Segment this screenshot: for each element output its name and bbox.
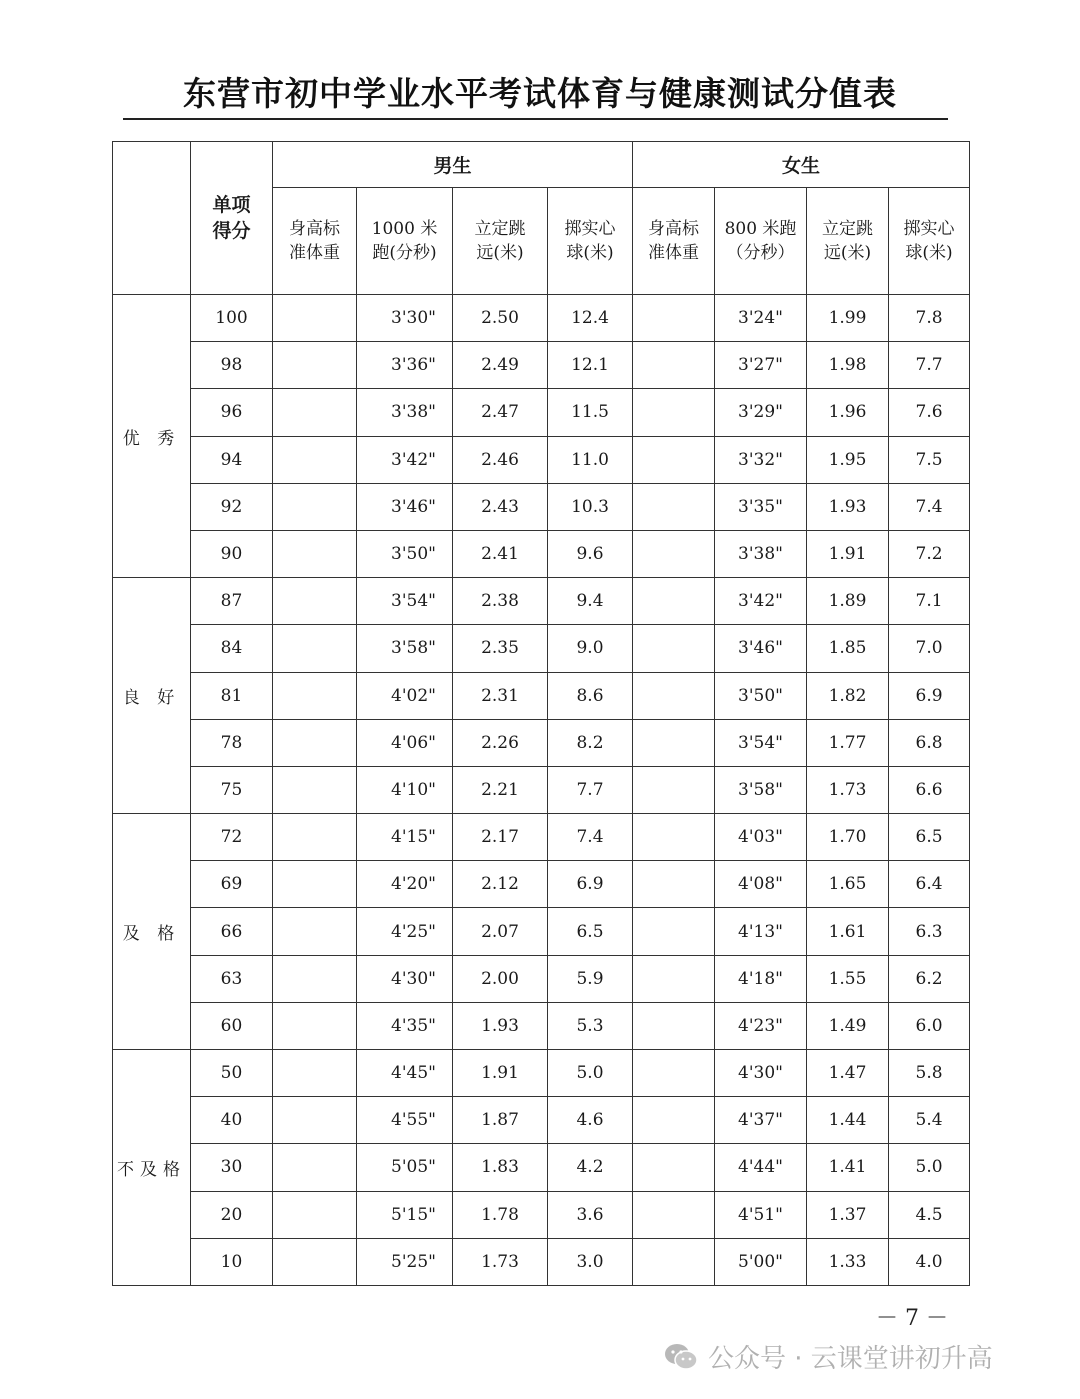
score-cell: 60: [191, 1002, 273, 1049]
male-value-cell: 4.6: [548, 1097, 633, 1144]
female-value-cell: 3'50": [715, 672, 807, 719]
score-cell: 98: [191, 342, 273, 389]
grade-cell: 良 好: [113, 578, 191, 814]
female-value-cell: 1.70: [807, 814, 889, 861]
female-value-cell: 5.8: [889, 1050, 970, 1097]
female-item-header: 800 米跑（分秒）: [715, 188, 807, 295]
male-value-cell: 6.5: [548, 908, 633, 955]
score-cell: 78: [191, 719, 273, 766]
table-row: [113, 1002, 970, 1049]
female-value-cell: 6.9: [889, 672, 970, 719]
female-value-cell: 1.85: [807, 625, 889, 672]
male-value-cell: [273, 1238, 357, 1285]
male-value-cell: 7.7: [548, 766, 633, 813]
male-value-cell: 1.93: [453, 1002, 548, 1049]
male-value-cell: 2.12: [453, 861, 548, 908]
male-value-cell: 3'46": [357, 483, 453, 530]
male-value-cell: 1.83: [453, 1144, 548, 1191]
female-value-cell: 1.91: [807, 530, 889, 577]
male-value-cell: 9.6: [548, 530, 633, 577]
male-value-cell: [273, 719, 357, 766]
male-value-cell: 2.07: [453, 908, 548, 955]
male-value-cell: 10.3: [548, 483, 633, 530]
female-value-cell: 6.6: [889, 766, 970, 813]
female-value-cell: 1.61: [807, 908, 889, 955]
male-value-cell: 8.6: [548, 672, 633, 719]
male-value-cell: 2.35: [453, 625, 548, 672]
male-item-header: 掷实心球(米): [548, 188, 633, 295]
male-value-cell: 11.0: [548, 436, 633, 483]
score-cell: 87: [191, 578, 273, 625]
male-value-cell: [273, 814, 357, 861]
female-value-cell: 4'23": [715, 1002, 807, 1049]
page-title: 东营市初中学业水平考试体育与健康测试分值表: [183, 74, 897, 113]
male-value-cell: 4'30": [357, 955, 453, 1002]
male-value-cell: [273, 1050, 357, 1097]
male-value-cell: 3'50": [357, 530, 453, 577]
male-value-cell: 4'25": [357, 908, 453, 955]
male-value-cell: 5.9: [548, 955, 633, 1002]
male-value-cell: 3'54": [357, 578, 453, 625]
male-value-cell: [273, 295, 357, 342]
female-value-cell: 3'46": [715, 625, 807, 672]
score-cell: 66: [191, 908, 273, 955]
male-value-cell: 12.1: [548, 342, 633, 389]
score-cell: 96: [191, 389, 273, 436]
male-value-cell: 2.17: [453, 814, 548, 861]
female-value-cell: 6.2: [889, 955, 970, 1002]
female-value-cell: 4'13": [715, 908, 807, 955]
score-header-label: 单项得分: [212, 194, 251, 242]
score-cell: 94: [191, 436, 273, 483]
title-underline: [123, 118, 948, 120]
female-value-cell: [633, 1144, 715, 1191]
female-value-cell: [633, 295, 715, 342]
female-value-cell: 7.5: [889, 436, 970, 483]
male-value-cell: [273, 625, 357, 672]
female-value-cell: [633, 483, 715, 530]
male-value-cell: [273, 861, 357, 908]
male-value-cell: 7.4: [548, 814, 633, 861]
female-value-cell: 3'27": [715, 342, 807, 389]
female-value-cell: [633, 530, 715, 577]
table-row: [113, 578, 970, 625]
page-number: － 7 －: [876, 1306, 948, 1331]
male-value-cell: [273, 908, 357, 955]
score-table: [112, 141, 970, 1286]
male-item-header: 立定跳远(米): [453, 188, 548, 295]
male-value-cell: 1.87: [453, 1097, 548, 1144]
female-value-cell: 6.4: [889, 861, 970, 908]
table-row: [113, 1050, 970, 1097]
male-header: 男生: [273, 142, 633, 188]
table-row: [113, 719, 970, 766]
male-value-cell: 11.5: [548, 389, 633, 436]
male-value-cell: 2.50: [453, 295, 548, 342]
male-value-cell: 5'05": [357, 1144, 453, 1191]
score-cell: 75: [191, 766, 273, 813]
male-value-cell: 2.00: [453, 955, 548, 1002]
table-row: [113, 389, 970, 436]
score-cell: 63: [191, 955, 273, 1002]
male-value-cell: 3'42": [357, 436, 453, 483]
male-value-cell: 3'38": [357, 389, 453, 436]
female-value-cell: 7.8: [889, 295, 970, 342]
female-value-cell: 4'18": [715, 955, 807, 1002]
male-value-cell: 2.49: [453, 342, 548, 389]
female-value-cell: 1.49: [807, 1002, 889, 1049]
male-item-header: 身高标准体重: [273, 188, 357, 295]
table-row: [113, 955, 970, 1002]
male-value-cell: 1.73: [453, 1238, 548, 1285]
table-row: [113, 1097, 970, 1144]
female-value-cell: 7.2: [889, 530, 970, 577]
male-value-cell: 3.6: [548, 1191, 633, 1238]
male-value-cell: 2.26: [453, 719, 548, 766]
female-value-cell: 5'00": [715, 1238, 807, 1285]
score-cell: 84: [191, 625, 273, 672]
male-value-cell: 3'36": [357, 342, 453, 389]
table-row: [113, 766, 970, 813]
score-cell: 92: [191, 483, 273, 530]
male-value-cell: [273, 578, 357, 625]
female-value-cell: 3'32": [715, 436, 807, 483]
female-value-cell: 1.93: [807, 483, 889, 530]
female-value-cell: [633, 342, 715, 389]
female-value-cell: [633, 1050, 715, 1097]
female-value-cell: [633, 436, 715, 483]
female-value-cell: [633, 1238, 715, 1285]
female-value-cell: 3'42": [715, 578, 807, 625]
score-cell: 100: [191, 295, 273, 342]
male-value-cell: 2.41: [453, 530, 548, 577]
female-value-cell: 3'58": [715, 766, 807, 813]
score-cell: 50: [191, 1050, 273, 1097]
female-value-cell: 4'30": [715, 1050, 807, 1097]
score-cell: 69: [191, 861, 273, 908]
male-value-cell: [273, 436, 357, 483]
score-cell: 20: [191, 1191, 273, 1238]
female-value-cell: 1.33: [807, 1238, 889, 1285]
table-row: [113, 1191, 970, 1238]
male-value-cell: 9.0: [548, 625, 633, 672]
female-value-cell: 6.3: [889, 908, 970, 955]
table-row: [113, 342, 970, 389]
table-row: [113, 908, 970, 955]
female-value-cell: 4'44": [715, 1144, 807, 1191]
table-row: [113, 436, 970, 483]
female-value-cell: 1.65: [807, 861, 889, 908]
female-value-cell: [633, 672, 715, 719]
female-value-cell: 1.89: [807, 578, 889, 625]
female-value-cell: 1.37: [807, 1191, 889, 1238]
score-cell: 40: [191, 1097, 273, 1144]
female-value-cell: 7.6: [889, 389, 970, 436]
female-value-cell: 4'37": [715, 1097, 807, 1144]
male-value-cell: [273, 389, 357, 436]
male-value-cell: 3'30": [357, 295, 453, 342]
female-value-cell: 3'38": [715, 530, 807, 577]
female-value-cell: [633, 719, 715, 766]
female-value-cell: 4.5: [889, 1191, 970, 1238]
male-value-cell: 3.0: [548, 1238, 633, 1285]
female-value-cell: [633, 625, 715, 672]
male-value-cell: [273, 766, 357, 813]
male-value-cell: 6.9: [548, 861, 633, 908]
male-value-cell: 2.46: [453, 436, 548, 483]
female-value-cell: 1.96: [807, 389, 889, 436]
table-row: [113, 625, 970, 672]
score-cell: 10: [191, 1238, 273, 1285]
female-value-cell: [633, 1191, 715, 1238]
female-header: 女生: [633, 142, 970, 188]
male-value-cell: 1.78: [453, 1191, 548, 1238]
female-value-cell: 6.8: [889, 719, 970, 766]
female-value-cell: 1.95: [807, 436, 889, 483]
female-item-header: 立定跳远(米): [807, 188, 889, 295]
grade-cell: 不及格: [113, 1050, 191, 1286]
female-value-cell: [633, 578, 715, 625]
male-value-cell: 4.2: [548, 1144, 633, 1191]
table-row: [113, 295, 970, 342]
female-value-cell: 1.73: [807, 766, 889, 813]
male-value-cell: 2.47: [453, 389, 548, 436]
grade-cell: 优 秀: [113, 295, 191, 578]
male-value-cell: 5.0: [548, 1050, 633, 1097]
male-value-cell: [273, 1144, 357, 1191]
female-value-cell: 5.4: [889, 1097, 970, 1144]
male-value-cell: 4'35": [357, 1002, 453, 1049]
male-value-cell: 2.21: [453, 766, 548, 813]
female-value-cell: 1.41: [807, 1144, 889, 1191]
female-value-cell: [633, 1002, 715, 1049]
female-value-cell: 6.0: [889, 1002, 970, 1049]
female-value-cell: 3'29": [715, 389, 807, 436]
female-value-cell: 4'03": [715, 814, 807, 861]
male-value-cell: 9.4: [548, 578, 633, 625]
male-value-cell: 5.3: [548, 1002, 633, 1049]
male-value-cell: 4'15": [357, 814, 453, 861]
female-item-header: 身高标准体重: [633, 188, 715, 295]
watermark: [664, 1338, 993, 1375]
grade-cell: 及 格: [113, 814, 191, 1050]
male-value-cell: 3'58": [357, 625, 453, 672]
female-value-cell: [633, 766, 715, 813]
table-row: [113, 530, 970, 577]
male-value-cell: [273, 672, 357, 719]
male-value-cell: [273, 483, 357, 530]
female-value-cell: 3'24": [715, 295, 807, 342]
male-value-cell: [273, 1191, 357, 1238]
male-value-cell: 12.4: [548, 295, 633, 342]
wechat-icon: [664, 1343, 698, 1371]
table-row: [113, 861, 970, 908]
male-value-cell: 1.91: [453, 1050, 548, 1097]
male-value-cell: [273, 342, 357, 389]
male-value-cell: 5'25": [357, 1238, 453, 1285]
table-row: [113, 814, 970, 861]
female-item-header: 掷实心球(米): [889, 188, 970, 295]
female-value-cell: 7.1: [889, 578, 970, 625]
male-value-cell: 4'55": [357, 1097, 453, 1144]
female-value-cell: 4.0: [889, 1238, 970, 1285]
male-value-cell: 8.2: [548, 719, 633, 766]
male-value-cell: 2.38: [453, 578, 548, 625]
male-value-cell: 4'20": [357, 861, 453, 908]
female-value-cell: 1.47: [807, 1050, 889, 1097]
score-cell: 30: [191, 1144, 273, 1191]
female-value-cell: [633, 814, 715, 861]
score-cell: 81: [191, 672, 273, 719]
female-value-cell: 1.98: [807, 342, 889, 389]
female-value-cell: 1.77: [807, 719, 889, 766]
female-value-cell: 4'51": [715, 1191, 807, 1238]
male-item-header: 1000 米跑(分秒): [357, 188, 453, 295]
watermark-text: 公众号 · 云课堂讲初升高: [708, 1344, 993, 1374]
female-value-cell: 4'08": [715, 861, 807, 908]
female-value-cell: [633, 908, 715, 955]
female-value-cell: 3'54": [715, 719, 807, 766]
male-value-cell: 2.31: [453, 672, 548, 719]
table-row: [113, 1238, 970, 1285]
female-value-cell: 7.0: [889, 625, 970, 672]
score-header: [191, 142, 273, 295]
female-value-cell: [633, 1097, 715, 1144]
female-value-cell: 1.82: [807, 672, 889, 719]
male-value-cell: 4'06": [357, 719, 453, 766]
female-value-cell: [633, 861, 715, 908]
male-value-cell: 4'02": [357, 672, 453, 719]
female-value-cell: [633, 955, 715, 1002]
male-value-cell: [273, 530, 357, 577]
female-value-cell: 1.55: [807, 955, 889, 1002]
female-value-cell: 7.7: [889, 342, 970, 389]
grade-header-blank: [113, 142, 191, 295]
male-value-cell: 5'15": [357, 1191, 453, 1238]
male-value-cell: [273, 1002, 357, 1049]
table-row: [113, 483, 970, 530]
male-value-cell: [273, 955, 357, 1002]
male-value-cell: 4'45": [357, 1050, 453, 1097]
female-value-cell: 6.5: [889, 814, 970, 861]
female-value-cell: 1.99: [807, 295, 889, 342]
male-value-cell: 2.43: [453, 483, 548, 530]
female-value-cell: 5.0: [889, 1144, 970, 1191]
female-value-cell: 7.4: [889, 483, 970, 530]
table-row: [113, 672, 970, 719]
table-row: [113, 1144, 970, 1191]
score-cell: 90: [191, 530, 273, 577]
female-value-cell: 3'35": [715, 483, 807, 530]
female-value-cell: [633, 389, 715, 436]
score-cell: 72: [191, 814, 273, 861]
female-value-cell: 1.44: [807, 1097, 889, 1144]
male-value-cell: 4'10": [357, 766, 453, 813]
male-value-cell: [273, 1097, 357, 1144]
